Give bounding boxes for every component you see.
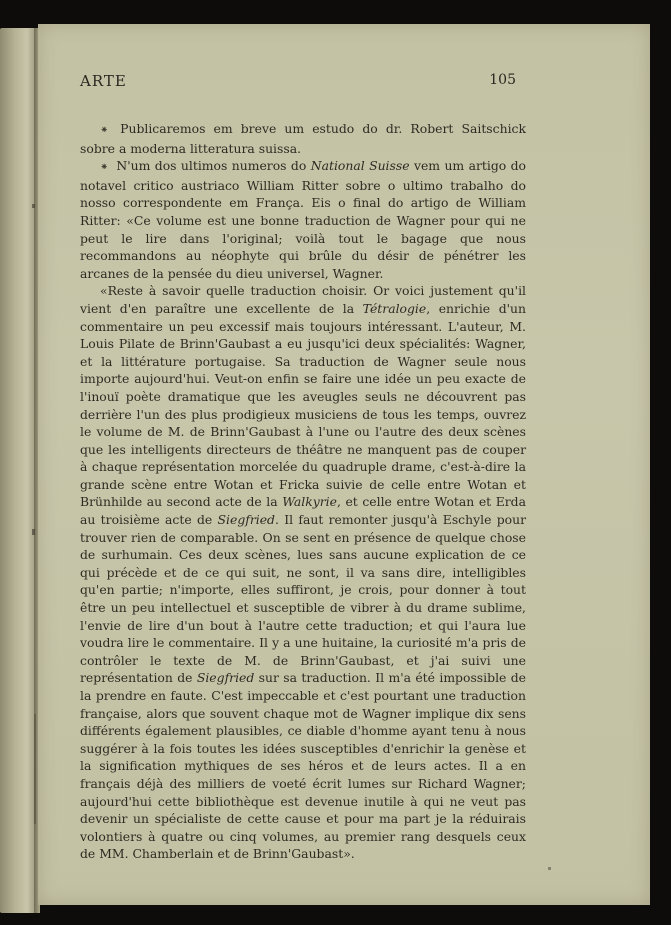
work-title: Siegfried — [217, 512, 275, 528]
paragraph-quotation — [80, 282, 526, 863]
margin-mark — [32, 204, 35, 208]
margin-mark — [32, 529, 35, 535]
paragraph-text: «Reste à savoir quelle traduction choisir. Or voici justement qu'il vient d'en paraître une excellente de la — [80, 283, 526, 316]
paragraph-text: vem um artigo do notavel critico austriaco William Ritter sobre o ultimo trabalho do nosso correspondente em França. Eis o final do artigo de William Ritter: «Ce volume est une bonne traduction de Wagner pour qui ne peut le lire dans l'original; voilà tout le bagage que nous recommandons au néophyte qui brûle du désir de pénétrer les arcanes de la pensée du dieu universel, Wagner. — [80, 158, 526, 281]
paragraph-national-suisse — [80, 157, 526, 282]
margin-mark — [34, 714, 36, 824]
paragraph-text: N'um dos ultimos numeros do — [116, 158, 311, 174]
publication-title: National Suisse — [310, 158, 410, 174]
work-title: Siegfried — [196, 670, 255, 686]
paragraph-text: . Il faut remonter jusqu'à Eschyle pour trouver rien de comparable. On se sent en présence de quelque chose de surhumain. Ces deux scènes, lues sans aucune explication de ce qui précède et de ce qui suit, ne sont, il va sans dire, intelligibles qu'en partie; n'importe, elles suffiront, je crois, pour donner à tout être un peu intellectuel et susceptible de vibrer à du drame sublime, l'envie de lire d'un bout à l'autre cette traduction; et qui l'aura lue voudra lire le commentaire. Il y a une huitaine, la curiosité m'a pris de contrôler le texte de M. de Brinn'Gaubast, et j'ai suivi une représentation de — [80, 512, 526, 686]
body-text — [80, 120, 526, 863]
work-title: Tétralogie — [362, 300, 427, 316]
asterism-icon: ⁕ — [100, 125, 109, 136]
paragraph-saitschick — [80, 120, 526, 157]
paragraph-text: , et celle entre Wotan et Erda au troisième acte de — [80, 494, 526, 528]
work-title: Walkyrie — [282, 494, 337, 510]
previous-page-edge — [0, 28, 36, 913]
margin-mark — [548, 867, 551, 870]
paragraph-text: Publicaremos em breve um estudo do dr. Robert Saitschick sobre a moderna litteratura suissa. — [80, 121, 526, 156]
running-head: ARTE — [80, 72, 127, 90]
page-header — [80, 72, 516, 94]
paragraph-text: sur sa traduction. Il m'a été impossible de la prendre en faute. C'est impeccable et c'est pourtant une traduction française, alors que souvent chaque mot de Wagner implique dix sens différents également plausibles, ce diable d'homme ayant tenu à nous suggérer à la fois toutes les idées susceptibles d'enrichir la genèse et la signification mythiques de ses héros et de leurs actes. Il a en français déjà des milliers de voeté écrit lumes sur Richard Wagner; aujourd'hui cette bibliothèque est devenue inutile à qui ne veut pas devenir un spécialiste de cette cause et pour ma part je la réduirais volontiers à quatre ou cinq volumes, au premier rang desquels ceux de MM. Chamberlain et de Brinn'Gaubast». — [80, 670, 526, 862]
paragraph-text: , enrichie d'un commentaire un peu excessif mais toujours intéressant. L'auteur, M. Louis Pilate de Brinn'Gaubast a eu jusqu'ici deux spécialités: Wagner, et la littérature portugaise. Sa traduction de Wagner seule nous importe aujourd'hui. Veut-on enfin se faire une idée un peu exacte de l'inouï poète dramatique que les aveugles seuls ne découvrent pas derrière l'un des plus prodigieux musiciens de tous les temps, ouvrez le volume de M. de Brinn'Gaubast à l'une ou l'autre des deux scènes que les intelligents directeurs de théâtre ne manquent pas de couper à chaque représentation morcelée du quadruple drame, c'est-à-dire la grande scène entre Wotan et Fricka suivie de celle entre Wotan et Brünhilde au second acte de la — [80, 300, 526, 510]
asterism-icon: ⁕ — [100, 162, 109, 174]
page-number: 105 — [489, 72, 516, 88]
